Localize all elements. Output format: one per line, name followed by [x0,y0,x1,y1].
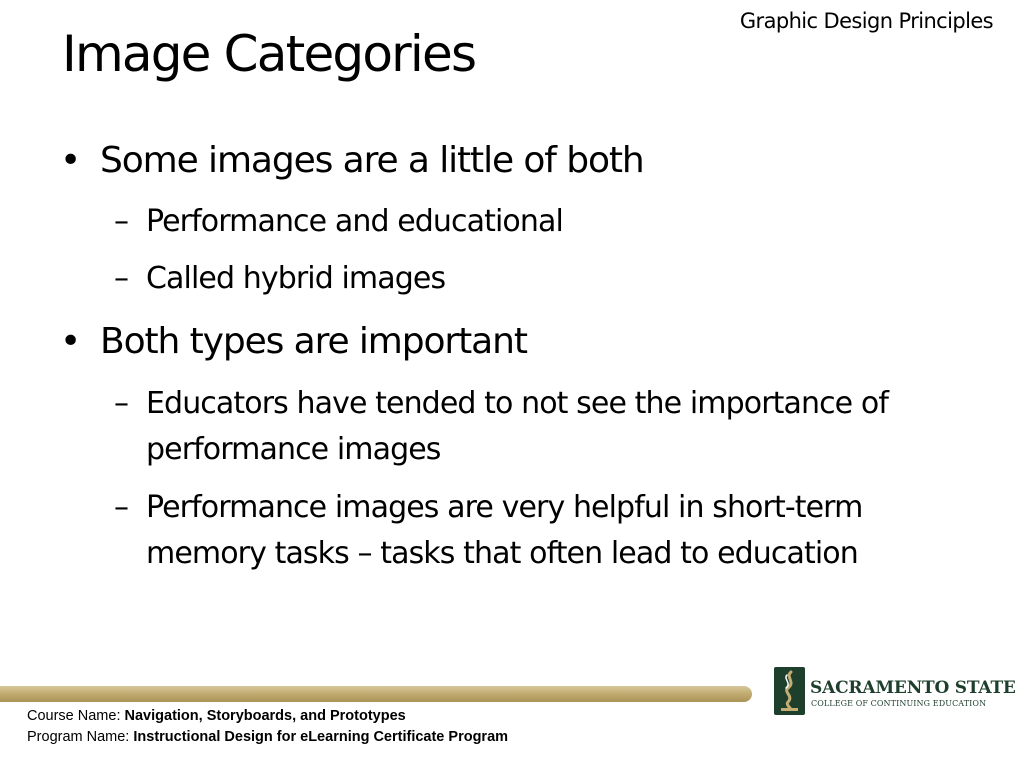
sub-bullet-text: Performance images are very helpful in short-term memory tasks – tasks that often lead to education [146,490,863,571]
slide-footer [27,706,508,748]
course-name-label: Course Name: [27,708,121,724]
sub-bullet-marker: – [114,261,129,296]
sacramento-state-logo [770,666,1016,720]
sub-bullet-marker: – [114,490,129,525]
course-topic-label: Graphic Design Principles [739,9,993,33]
bullet-text: Both types are important [100,321,527,362]
program-name-line [27,727,508,748]
bullet-text: Some images are a little of both [100,140,644,181]
hornet-flame-icon [774,667,805,715]
sub-bullet-marker: – [114,204,129,239]
sub-bullet-text: Called hybrid images [146,261,446,296]
footer-divider-bar [0,686,752,702]
program-name-value: Instructional Design for eLearning Certificate Program [133,729,509,745]
sub-bullet-item [114,485,974,577]
bullet-marker: • [60,321,81,362]
logo-wordmark: SACRAMENTO STATE [810,678,1016,698]
logo-subtitle: COLLEGE OF CONTINUING EDUCATION [811,699,987,708]
sub-bullet-item [114,199,974,245]
sub-bullet-text: Performance and educational [146,204,563,239]
sub-bullet-item [114,256,974,302]
sub-bullet-item [114,381,974,473]
slide-title: Image Categories [62,25,476,83]
sub-bullet-text: Educators have tended to not see the importance of performance images [146,386,888,467]
program-name-label: Program Name: [27,729,130,745]
sub-bullet-marker: – [114,386,129,421]
course-name-line [27,706,508,727]
bullet-marker: • [60,140,81,181]
course-name-value: Navigation, Storyboards, and Prototypes [124,708,406,724]
